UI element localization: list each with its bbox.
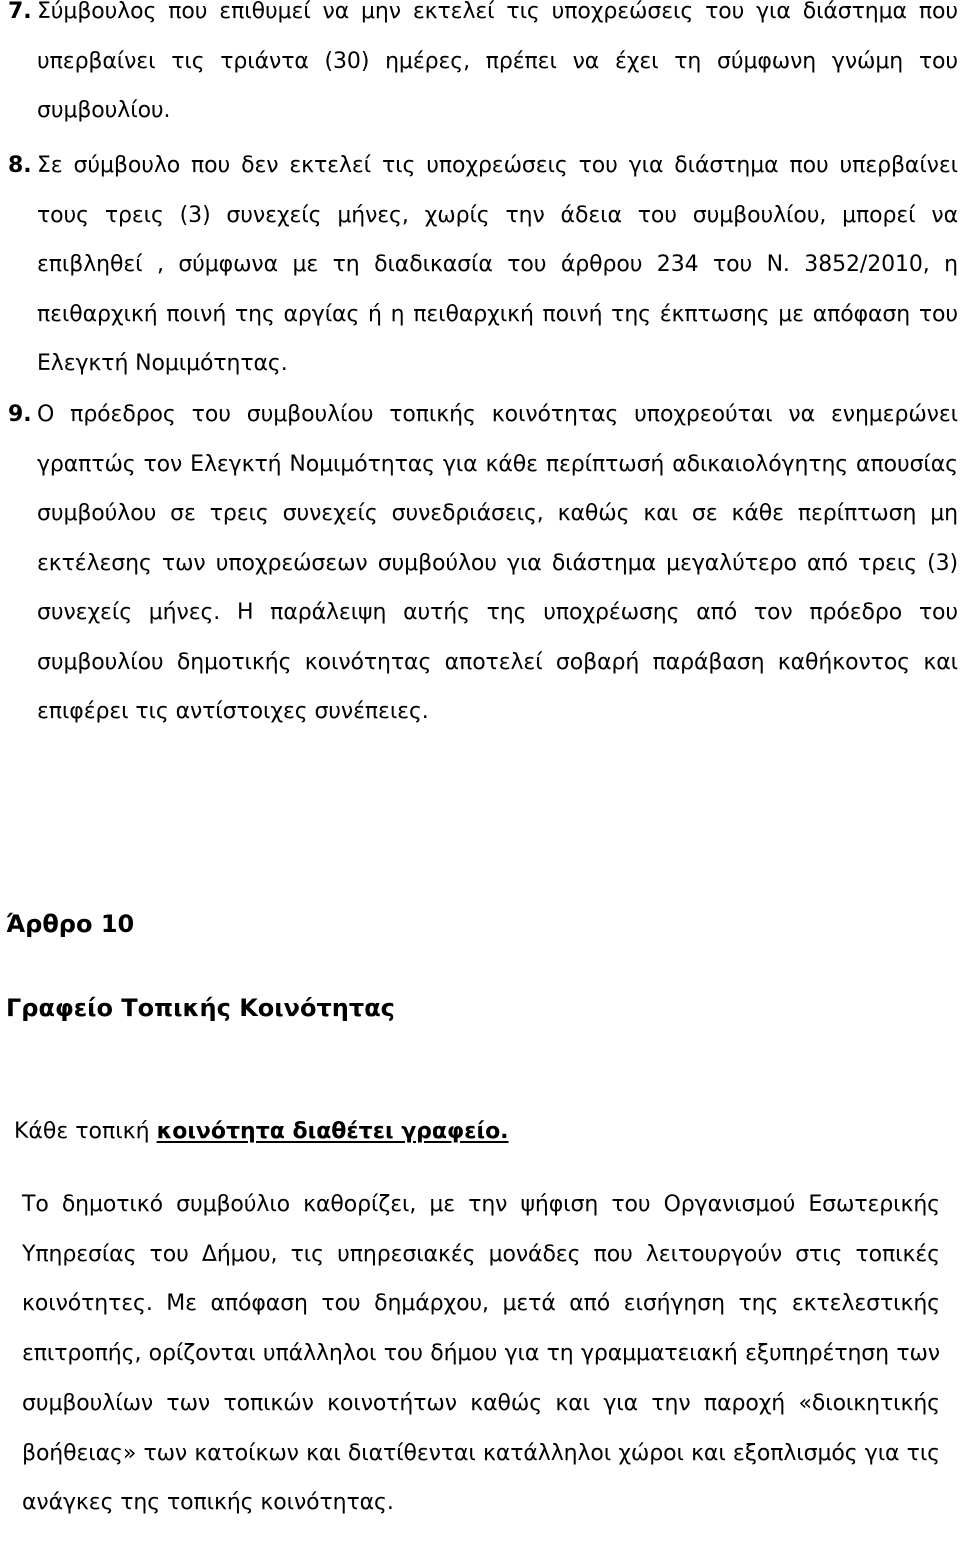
intro-emphasis: κοινότητα διαθέτει γραφείο.: [156, 1119, 509, 1144]
list-item-number: 9.: [8, 402, 32, 427]
list-item-text: Σε σύμβουλο που δεν εκτελεί τις υποχρεώσεις του για διάστημα που υπερβαίνει τους τρεις (3) συνεχείς μήνες, χωρίς την άδεια του συμβουλίου, μπορεί να επιβληθεί , σύμφωνα με τη διαδικασία του άρθρου 234 του Ν. 3852/2010, η πειθαρχική ποινή της αργίας ή η πειθαρχική ποινή της έκπτωσης με απόφαση του Ελεγκτή Νομιμότητας.: [37, 153, 958, 376]
article-subtitle: Γραφείο Τοπικής Κοινότητας: [6, 994, 395, 1022]
list-item-9: [8, 390, 958, 737]
list-item-number: 8.: [8, 153, 32, 178]
list-item-7: [8, 0, 958, 136]
list-item-number: 7.: [8, 0, 32, 24]
intro-prefix: Κάθε τοπική: [14, 1119, 157, 1144]
body-paragraph: Το δημοτικό συμβούλιο καθορίζει, με την ψήφιση του Οργανισμού Εσωτερικής Υπηρεσίας του Δήμου, τις υπηρεσιακές μονάδες που λειτουργούν στις τοπικές κοινότητες. Με απόφαση του δημάρχου, μετά από εισήγηση της εκτελεστικής επιτροπής, ορίζονται υπάλληλοι του δήμου για τη γραμματειακή εξυπηρέτηση των συμβουλίων των τοπικών κοινοτήτων καθώς και για την παροχή «διοικητικής βοήθειας» των κατοίκων και διατίθενται κατάλληλοι χώροι και εξοπλισμός για τις ανάγκες της τοπικής κοινότητας.: [22, 1192, 940, 1516]
list-item-text: Σύμβουλος που επιθυμεί να μην εκτελεί τις υποχρεώσεις του για διάστημα που υπερβαίνει τις τριάντα (30) ημέρες, πρέπει να έχει τη σύμφωνη γνώμη του συμβουλίου.: [37, 0, 958, 123]
article-title: Άρθρο 10: [6, 910, 135, 938]
intro-sentence: [14, 1116, 509, 1148]
list-item-text: Ο πρόεδρος του συμβουλίου τοπικής κοινότητας υποχρεούται να ενημερώνει γραπτώς τον Ελεγκτή Νομιμότητας για κάθε περίπτωσή αδικαιολόγητης απουσίας συμβούλου σε τρεις συνεχείς συνεδριάσεις, καθώς και σε κάθε περίπτωση μη εκτέλεσης των υποχρεώσεων συμβούλου για διάστημα μεγαλύτερο από τρεις (3) συνεχείς μήνες. Η παράλειψη αυτής της υποχρέωσης από τον πρόεδρο του συμβουλίου δημοτικής κοινότητας αποτελεί σοβαρή παράβαση καθήκοντος και επιφέρει τις αντίστοιχες συνέπειες.: [37, 402, 958, 724]
list-item-8: [8, 141, 958, 389]
